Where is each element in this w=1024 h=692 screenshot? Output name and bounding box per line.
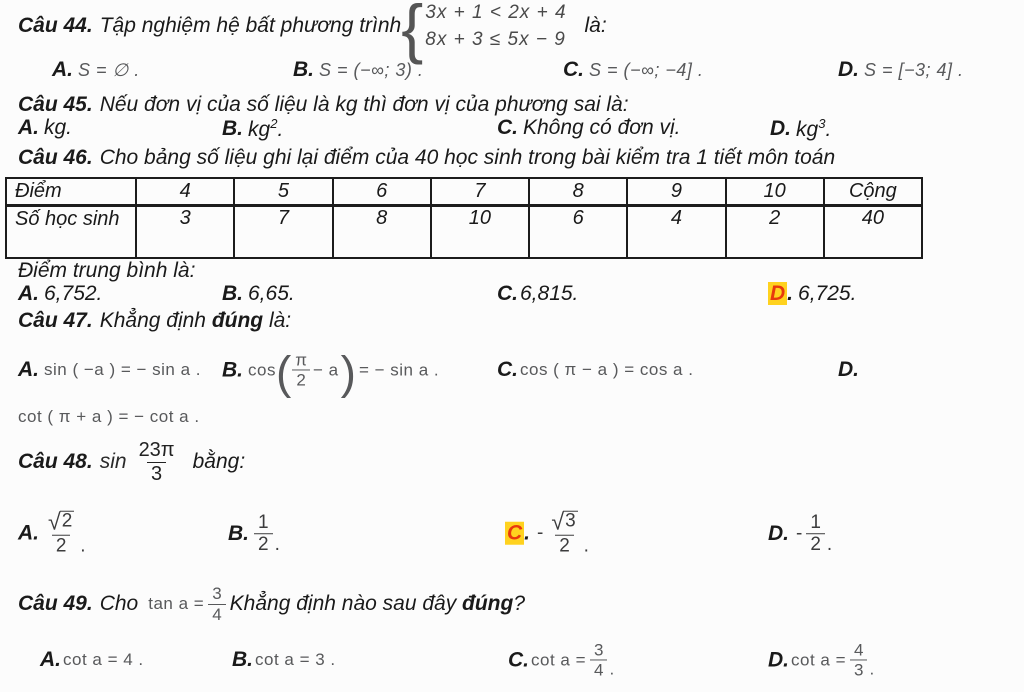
stem-mid: Khẳng định nào sau đây [229, 592, 463, 615]
q49-pre: Cho [99, 592, 139, 615]
option-key: B. [222, 117, 243, 140]
exponent: 3 [818, 116, 826, 131]
answer-letter: D [770, 282, 786, 305]
header-cell: 4 [136, 178, 234, 205]
q48-stem-row [18, 432, 245, 492]
table-cell: 8 [333, 205, 431, 258]
option-key: D. [838, 358, 859, 381]
q48-suffix: bằng: [192, 450, 246, 473]
q46-option-c [497, 282, 578, 306]
option-key: A. [18, 116, 39, 139]
exponent: 2 [270, 116, 278, 131]
option-key: C. [508, 648, 529, 671]
period: . [277, 118, 284, 141]
option-key: D. [768, 522, 789, 545]
fraction [850, 640, 867, 679]
q44-label: Câu 44. [18, 14, 93, 37]
q44-stem-row: Câu 44. Tập nghiệm hệ bất phương trình { 3x + 1 < 2x + 4 8x + 3 ≤ 5x − 9 là: [18, 0, 607, 65]
period: . [80, 535, 86, 557]
numerator: 3 [594, 640, 604, 660]
table-cell: 6 [529, 205, 627, 258]
fraction [44, 508, 78, 558]
q45-stem-row [18, 92, 629, 118]
q47-label: Câu 47. [18, 309, 93, 332]
option-key-highlighted [505, 522, 530, 546]
q47-options-row [0, 334, 1024, 406]
numerator: 4 [854, 640, 864, 660]
cot-expression: cot a = [531, 650, 587, 669]
numerator [44, 508, 78, 535]
q44-inequality-1: 3x + 1 < 2x + 4 [425, 2, 567, 23]
q44-option-c [563, 58, 703, 82]
denominator: 2 [555, 535, 574, 557]
row-label-cell: Số học sinh [6, 205, 136, 258]
q47-option-a [18, 358, 201, 382]
q47-continuation-row [18, 404, 200, 430]
q44-suffix: là: [584, 14, 607, 37]
denominator: 3 [850, 660, 867, 680]
option-key-highlighted [768, 282, 793, 306]
q49-option-a [40, 648, 144, 672]
q44-stem: Tập nghiệm hệ bất phương trình [99, 14, 402, 37]
stem-suffix: là: [263, 309, 292, 332]
radical-sign: √ [551, 508, 565, 535]
stem-bold-word: đúng [211, 309, 264, 332]
radicand: 2 [61, 510, 73, 532]
option-text: S = ∅ . [78, 59, 140, 80]
sqrt-icon [48, 508, 74, 535]
q44-inequality-2: 8x + 3 ≤ 5x − 9 [425, 29, 566, 50]
numerator: 3 [212, 584, 222, 604]
table-header-row [6, 178, 922, 205]
q49-option-b [232, 648, 336, 672]
header-cell: 10 [726, 178, 824, 205]
q49-options-row [0, 630, 1024, 690]
q48-label: Câu 48. [18, 450, 93, 473]
option-text: sin ( −a ) = − sin a . [44, 360, 201, 379]
q48-option-b [228, 512, 280, 556]
cot-expression: cot a = [791, 650, 847, 669]
table-cell: 4 [627, 205, 725, 258]
q46-option-b [222, 282, 295, 306]
table-cell: 7 [234, 205, 332, 258]
radicand: 3 [565, 510, 576, 532]
minus-sign: - [796, 523, 803, 544]
q47-option-d-text: cot ( π + a ) = − cot a . [18, 407, 200, 426]
denominator: 4 [590, 660, 607, 680]
option-key: A. [52, 58, 73, 81]
fraction [291, 350, 311, 389]
period: . [609, 659, 615, 679]
option-key: D. [768, 648, 789, 671]
denominator: 2 [52, 535, 71, 557]
fraction [135, 439, 179, 485]
option-text [248, 116, 283, 142]
fraction [208, 584, 225, 623]
option-key: C. [497, 116, 518, 139]
minus-sign: - [537, 523, 544, 544]
q44-options-row [0, 58, 1024, 92]
option-text: cot a = 3 . [255, 650, 336, 669]
option-text: S = (−∞; −4] . [589, 59, 704, 80]
stem-bold-word: đúng [462, 592, 514, 615]
q45-option-b [222, 116, 283, 142]
unit: kg [248, 118, 271, 141]
period: . [869, 659, 875, 679]
fraction [590, 640, 607, 679]
q45-stem: Nếu đơn vị của số liệu là kg thì đơn vị của phương sai là: [99, 93, 629, 116]
period: . [274, 533, 280, 555]
table-cell: 3 [136, 205, 234, 258]
option-text: kg. [44, 116, 73, 139]
denominator: 2 [292, 370, 309, 390]
q47-option-c [497, 358, 693, 382]
option-text: S = [−3; 4] . [864, 59, 964, 80]
option-key: C. [563, 58, 584, 81]
option-text: cos ( π − a ) = cos a . [520, 360, 694, 379]
header-cell: Điểm [6, 178, 136, 205]
option-text: cot a = 4 . [63, 650, 144, 669]
option-key: A. [40, 648, 61, 671]
header-cell: 7 [431, 178, 529, 205]
question-mark: ? [513, 592, 526, 615]
numerator [547, 508, 581, 535]
q46-score-table [5, 177, 923, 259]
option-text: 6,65. [248, 282, 295, 305]
q47-option-d [838, 358, 864, 382]
option-key: B. [222, 358, 243, 381]
option-key: C. [497, 282, 518, 305]
denominator: 2 [254, 534, 273, 556]
header-cell: 9 [627, 178, 725, 205]
fraction [547, 508, 581, 558]
period: . [826, 533, 833, 555]
option-key: A. [18, 358, 39, 381]
q46-stem-row [18, 145, 835, 171]
q47-stem [100, 309, 291, 333]
q46-option-a [18, 282, 102, 306]
period: . [583, 535, 589, 557]
q45-option-c [497, 116, 680, 140]
option-key: D. [770, 117, 791, 140]
numerator: 1 [810, 512, 821, 534]
option-key: B. [293, 58, 314, 81]
q49-label: Câu 49. [18, 592, 93, 615]
q46-sub-stem: Điểm trung bình là: [18, 259, 196, 282]
denominator: 3 [147, 462, 166, 485]
q46-substem-row [18, 258, 195, 284]
minus-alpha: − a [313, 360, 339, 379]
table-body-row [6, 205, 922, 258]
period: . [524, 522, 531, 545]
option-text: 6,815. [520, 282, 579, 305]
fraction [254, 512, 273, 556]
option-text: Không có đơn vị. [523, 116, 681, 139]
q44-system [425, 0, 566, 53]
fraction [806, 512, 825, 556]
sin-function: sin [99, 450, 127, 473]
tan-expression: tan a = [148, 594, 205, 613]
header-cell: Cộng [824, 178, 922, 205]
q44-option-b [293, 58, 423, 82]
option-key: A. [18, 282, 39, 305]
header-cell: 5 [234, 178, 332, 205]
option-text: 6,725. [798, 282, 857, 305]
sqrt-icon [551, 508, 577, 535]
period: . [787, 282, 794, 305]
q49-option-d [768, 640, 874, 679]
numerator: π [295, 350, 308, 370]
option-key: D. [838, 58, 859, 81]
option-key: B. [222, 282, 243, 305]
stem-prefix: Khẳng định [99, 309, 212, 332]
option-key: C. [497, 358, 518, 381]
q49-stem-row [18, 578, 525, 630]
cos-function: cos [248, 360, 276, 379]
table-cell: 40 [824, 205, 922, 258]
q48-option-d [768, 512, 832, 556]
q48-option-a [18, 508, 86, 558]
q46-option-d-answer [768, 282, 856, 306]
header-cell: 6 [333, 178, 431, 205]
option-text: 6,752. [44, 282, 103, 305]
q45-option-a [18, 116, 72, 140]
unit: kg [796, 118, 819, 141]
numerator: 23π [138, 439, 175, 462]
denominator: 4 [208, 604, 225, 624]
option-key: B. [232, 648, 253, 671]
q49-question [230, 592, 525, 616]
header-cell: 8 [529, 178, 627, 205]
option-text [796, 116, 831, 142]
numerator: 1 [258, 512, 269, 534]
q47-stem-row [18, 308, 291, 334]
denominator: 2 [806, 534, 825, 556]
q49-option-c [508, 640, 614, 679]
q48-options-row [0, 496, 1024, 572]
answer-letter: C [507, 522, 523, 545]
q44-option-a [52, 58, 140, 82]
table-cell: 10 [431, 205, 529, 258]
option-key: A. [18, 522, 39, 545]
q48-option-c-answer [505, 508, 589, 558]
option-text: = − sin a . [358, 360, 440, 379]
q44-option-d [838, 58, 964, 82]
q47-option-b: B. cos ( $\frac{\pi}{2}$ − a ) = − sin a . [222, 346, 440, 398]
q45-label: Câu 45. [18, 93, 93, 116]
option-text: S = (−∞; 3) . [319, 59, 424, 80]
table-cell: 2 [726, 205, 824, 258]
q45-option-d [770, 116, 831, 142]
period: . [825, 118, 832, 141]
option-key: B. [228, 522, 249, 545]
radical-sign: √ [48, 508, 61, 535]
q46-label: Câu 46. [18, 146, 93, 169]
q46-stem: Cho bảng số liệu ghi lại điểm của 40 học sinh trong bài kiểm tra 1 tiết môn toán [99, 146, 836, 169]
